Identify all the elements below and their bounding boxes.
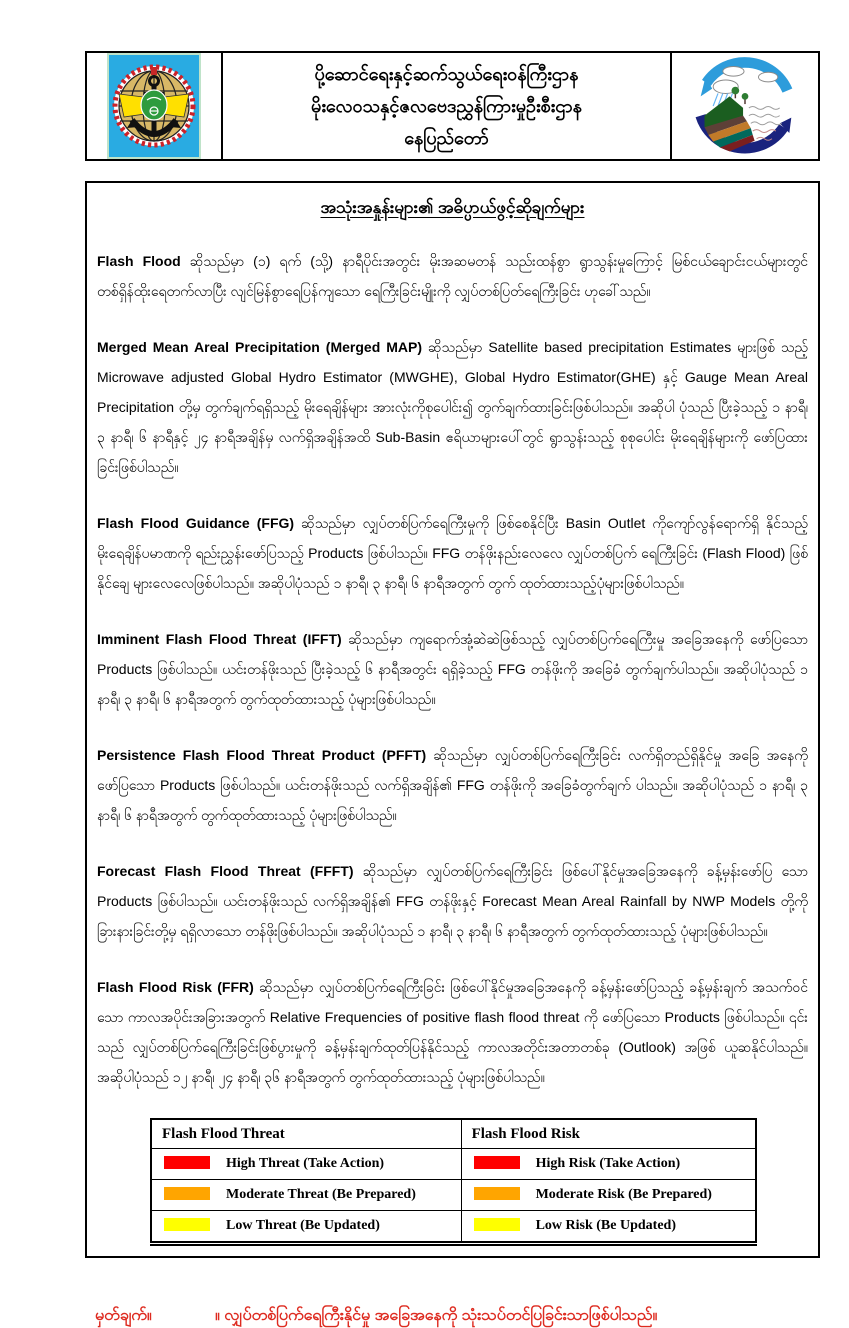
definition-text: ဆိုသည်မှာ လျှပ်တစ်ပြက်ရေကြီးခြင်း လက်ရှိတည်ရှိနိုင်မှု အခြေ အနေကို ဖော်ပြသော Products ဖြစ်ပါသည်။ ယင်းတန်ဖိုးသည် လက်ရှိအချိန်၏ FFG တန်ဖိုးကို အခြေခံတွက်ချက် ပါသည်။ အဆိုပါပုံသည် ၁ နာရီ၊ ၃ နာရီ၊ ၆ နာရီအတွက် တွက်ထုတ်ထားသည့် ပုံများဖြစ်ပါသည်။ (97, 747, 808, 823)
term-ifft: Imminent Flash Flood Threat (IFFT) (97, 631, 342, 647)
definition-text: ဆိုသည်မှာ လျှပ်တစ်ပြက်ရေကြီးမှုကို ဖြစ်စေနိုင်ပြီး Basin Outlet ကိုကျော်လွန်ရောက်ရှိ နိုင်သည့် မိုးရေချိန်ပမာဏကို ရည်းညွှန်းဖော်ပြသည့် Products ဖြစ်ပါသည်။ FFG တန်ဖိုးနည်းလေလေ လျှပ်တစ်ပြက် ရေကြီးခြင်း (Flash Flood) ဖြစ်နိုင်ချေ များလေလေဖြစ်ပါသည်။ အဆိုပါပုံသည် ၁ နာရီ၊ ၃ နာရီ၊ ၆ နာရီအတွက် တွက် ထုတ်ထားသည့်ပုံများဖြစ်ပါသည်။ (97, 515, 808, 591)
moderate-risk-cell (461, 1180, 756, 1211)
definition-text: ဆိုသည်မှာ လျှပ်တစ်ပြက်ရေကြီးခြင်း ဖြစ်ပေါ်နိုင်မှုအခြေအနေကို ခန့်မှန်းဖော်ပြ သော Products ဖြစ်ပါသည်။ ယင်းတန်ဖိုးသည် လက်ရှိအချိန်၏ FFG တန်ဖိုးနှင့် Forecast Mean Areal Rainfall by NWP Models တို့ကို ခြားနားခြင်းတို့မှ ရရှိလာသော တန်ဖိုးဖြစ်ပါသည်။ အဆိုပါပုံသည် ၁ နာရီ၊ ၃ နာရီ၊ ၆ နာရီအတွက် တွက်ထုတ်ထားသည့် ပုံများဖြစ်ပါသည်။ (97, 863, 808, 939)
low-risk-label: Low Risk (Be Updated) (535, 1218, 676, 1233)
right-logo-cell (672, 53, 818, 159)
low-threat-label: Low Threat (Be Updated) (226, 1218, 380, 1233)
term-ffr: Flash Flood Risk (FFR) (97, 979, 254, 995)
left-logo-cell (87, 53, 223, 159)
low-risk-color-swatch (474, 1218, 520, 1231)
letterhead (85, 51, 820, 161)
high-risk-label: High Risk (Take Action) (535, 1156, 681, 1171)
high-threat-color-swatch (164, 1156, 210, 1169)
definition-flash-flood (97, 246, 808, 306)
term-merged-map: Merged Mean Areal Precipitation (Merged MAP) (97, 339, 423, 355)
term-ffft: Forecast Flash Flood Threat (FFFT) (97, 863, 354, 879)
threat-risk-table (150, 1118, 757, 1246)
high-risk-color-swatch (474, 1156, 520, 1169)
department-name: မိုးလေဝသနှင့်ဇလဗေဒညွှန်ကြားမှုဦးစီးဌာန (311, 96, 582, 116)
high-threat-cell (151, 1149, 461, 1180)
moderate-threat-cell (151, 1180, 461, 1211)
moderate-threat-label: Moderate Threat (Be Prepared) (226, 1187, 416, 1202)
definition-ifft (97, 624, 808, 714)
org-title-block (223, 53, 672, 159)
table-row (151, 1149, 756, 1180)
definition-text: ဆိုသည်မှာ လျှပ်တစ်ပြက်ရေကြီးခြင်း ဖြစ်ပေါ်နိုင်မှုအခြေအနေကို ခန့်မှန်းဖော်ပြသည့် ခန့်မှန်းချက် အသက်ဝင်သော ကာလအပိုင်းအခြားအတွက် Relative Frequencies of positive flash flood threat ကို ဖော်ပြသော Products ဖြစ်ပါသည်။ ၎င်းသည် လျှပ်တစ်ပြက်ရေကြီးခြင်းဖြစ်ပွားမှုကို ခန့်မှန်းချက်ထုတ်ပြန်နိုင်သည့် ကာလအတိုင်းအတာတစ်ခု (Outlook) အဖြစ် ယူဆနိုင်ပါသည်။ အဆိုပါပုံသည် ၁၂ နာရီ၊ ၂၄ နာရီ၊ ၃၆ နာရီအတွက် တွက်ထုတ်ထားသည့် ပုံများဖြစ်ပါသည်။ (97, 979, 808, 1085)
remark-label: မှတ်ချက်။ (95, 1307, 152, 1324)
remark-text: ။ လျှပ်တစ်ပြက်ရေကြီးနိုင်မှု အခြေအနေကို သုံးသပ်တင်ပြခြင်းသာဖြစ်ပါသည်။ (215, 1307, 658, 1324)
definition-merged-map (97, 332, 808, 482)
term-ffg: Flash Flood Guidance (FFG) (97, 515, 295, 531)
threat-column-header: Flash Flood Threat (151, 1119, 461, 1149)
moderate-risk-color-swatch (474, 1187, 520, 1200)
definition-ffr (97, 972, 808, 1092)
remark-note (85, 1304, 820, 1328)
table-header-row (151, 1119, 756, 1149)
term-flash-flood: Flash Flood (97, 253, 181, 269)
table-row (151, 1180, 756, 1211)
definition-pfft (97, 740, 808, 830)
ministry-of-transport-logo-icon (108, 54, 200, 158)
definition-ffg (97, 508, 808, 598)
moderate-risk-label: Moderate Risk (Be Prepared) (535, 1187, 712, 1202)
ministry-name: ပို့ဆောင်ရေးနှင့်ဆက်သွယ်ရေးဝန်ကြီးဌာန (314, 64, 579, 84)
term-pfft: Persistence Flash Flood Threat Product (PFFT) (97, 747, 427, 763)
definition-text: ဆိုသည်မှာ Satellite based precipitation Estimates များဖြစ် သည့် Microwave adjusted Global Hydro Estimator (MWGHE), Global Hydro Estimator(GHE) နှင့် Gauge Mean Areal Precipitation တို့မှ တွက်ချက်ရရှိသည့် မိုးရေချိန်များ အားလုံးကိုစုပေါင်း၍ တွက်ချက်ထားခြင်းဖြစ်ပါသည်။ အဆိုပါ ပုံသည် ပြီးခဲ့သည့် ၁ နာရီ၊ ၃ နာရီ၊ ၆ နာရီနှင့် ၂၄ နာရီအချိန်မှ လက်ရှိအချိန်အထိ Sub-Basin ဧရိယာများပေါ်တွင် ရွာသွန်းသည့် စုစုပေါင်း မိုးရေချိန်များကို ဖော်ပြထားခြင်းဖြစ်ပါသည်။ (97, 339, 808, 475)
low-threat-color-swatch (164, 1218, 210, 1231)
table-row (151, 1211, 756, 1244)
low-risk-cell (461, 1211, 756, 1244)
high-threat-label: High Threat (Take Action) (226, 1156, 385, 1171)
definitions-box (85, 181, 820, 1258)
definition-ffft (97, 856, 808, 946)
definition-text: ဆိုသည်မှာ ကျရောက်အုံ့ဆဲဆဲဖြစ်သည့် လျှပ်တစ်ပြက်ရေကြီးမှု အခြေအနေကို ဖော်ပြသော Products ဖြစ်ပါသည်။ ယင်းတန်ဖိုးသည် ပြီးခဲ့သည့် ၆ နာရီအတွင်း ရရှိခဲ့သည့် FFG တန်ဖိုးကို အခြေခံ တွက်ချက်ပါသည်။ အဆိုပါပုံသည် ၁ နာရီ၊ ၃ နာရီ၊ ၆ နာရီအတွက် တွက်ထုတ်ထားသည့် ပုံများဖြစ်ပါသည်။ (97, 631, 808, 707)
low-threat-cell (151, 1211, 461, 1244)
definition-text: ဆိုသည်မှာ (၁) ရက် (သို့) နာရီပိုင်းအတွင်း မိုးအဆမတန် သည်းထန်စွာ ရွာသွန်းမှုကြောင့် မြစ်ငယ်ချောင်းငယ်များတွင် တစ်ရှိန်ထိုးရေတက်လာပြီး လျင်မြန်စွာရေပြန်ကျသော ရေကြီးခြင်းမျိုးကို လျှပ်တစ်ပြတ်ရေကြီးခြင်း ဟုခေါ်သည်။ (97, 253, 808, 299)
dmh-water-cycle-logo-icon (687, 52, 803, 160)
high-risk-cell (461, 1149, 756, 1180)
city-name: နေပြည်တော် (404, 128, 489, 148)
risk-column-header: Flash Flood Risk (461, 1119, 756, 1149)
moderate-threat-color-swatch (164, 1187, 210, 1200)
page-title: အသုံးအနှုန်းများ၏ အဓိပ္ပာယ်ဖွင့်ဆိုချက်များ (320, 198, 585, 217)
